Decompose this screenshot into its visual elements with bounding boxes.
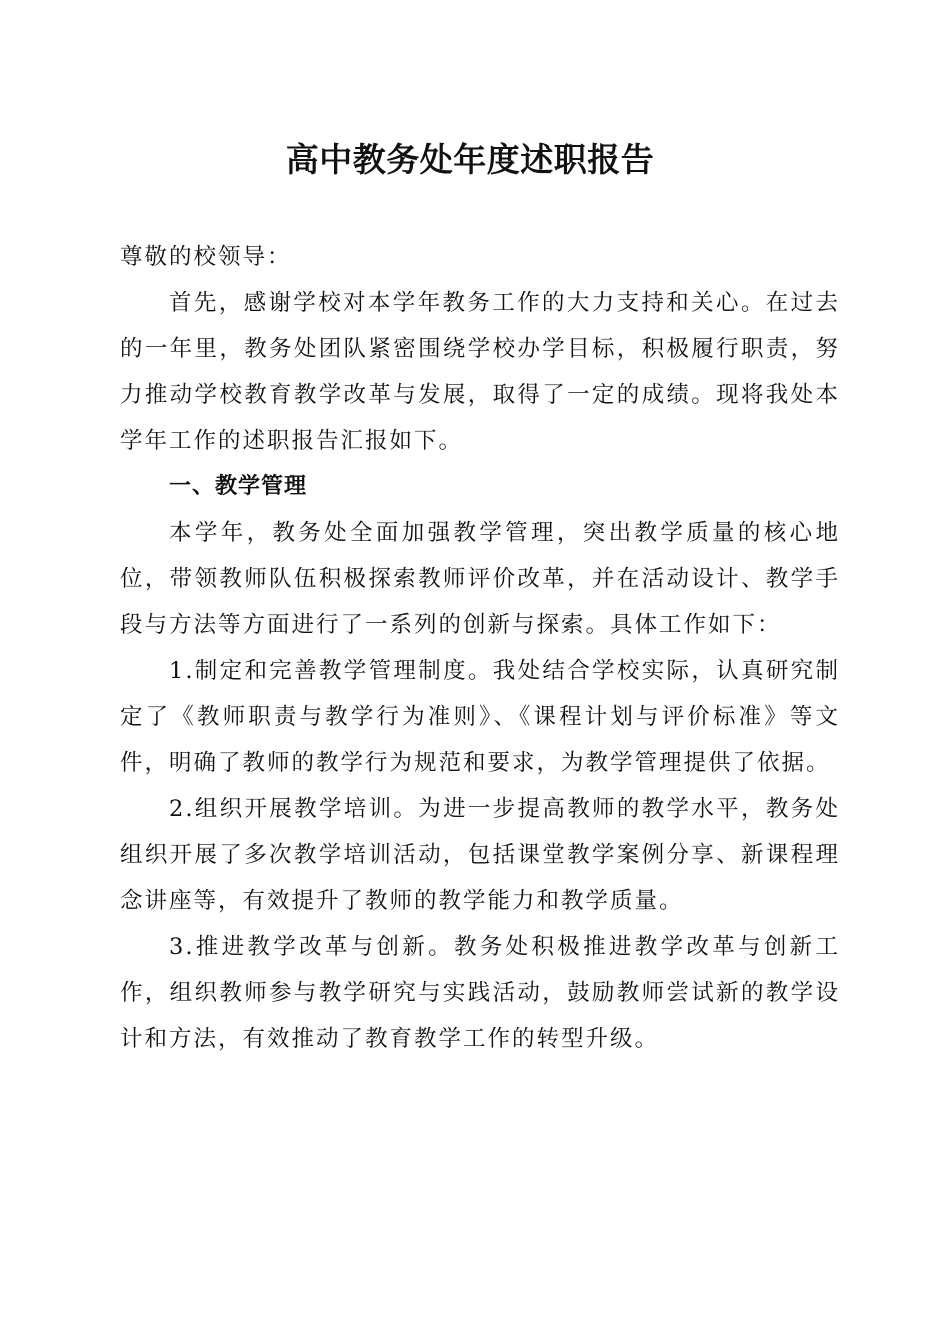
intro-paragraph: 首先，感谢学校对本学年教务工作的大力支持和关心。在过去的一年里，教务处团队紧密围绕学校办学目标，积极履行职责，努力推动学校教育教学改革与发展，取得了一定的成绩。现将我处本学年工作的述职报告汇报如下。: [120, 290, 840, 454]
section-summary-paragraph: 本学年，教务处全面加强教学管理，突出教学质量的核心地位，带领教师队伍积极探索教师评价改革，并在活动设计、教学手段与方法等方面进行了一系列的创新与探索。具体工作如下：: [120, 520, 840, 638]
list-item-3: 3.推进教学改革与创新。教务处积极推进教学改革与创新工作，组织教师参与教学研究与实践活动，鼓励教师尝试新的教学设计和方法，有效推动了教育教学工作的转型升级。: [120, 934, 840, 1052]
list-item-1: 1.制定和完善教学管理制度。我处结合学校实际，认真研究制定了《教师职责与教学行为准则》、《课程计划与评价标准》等文件，明确了教师的教学行为规范和要求，为教学管理提供了依据。: [120, 658, 840, 776]
section-heading: 一、教学管理: [169, 474, 308, 499]
document-body: [120, 234, 840, 1062]
list-item-2: 2.组织开展教学培训。为进一步提高教师的教学水平，教务处组织开展了多次教学培训活动，包括课堂教学案例分享、新课程理念讲座等，有效提升了教师的教学能力和教学质量。: [120, 796, 840, 914]
document-title: 高中教务处年度述职报告: [285, 140, 655, 179]
salutation: 尊敬的校领导：: [120, 244, 292, 270]
